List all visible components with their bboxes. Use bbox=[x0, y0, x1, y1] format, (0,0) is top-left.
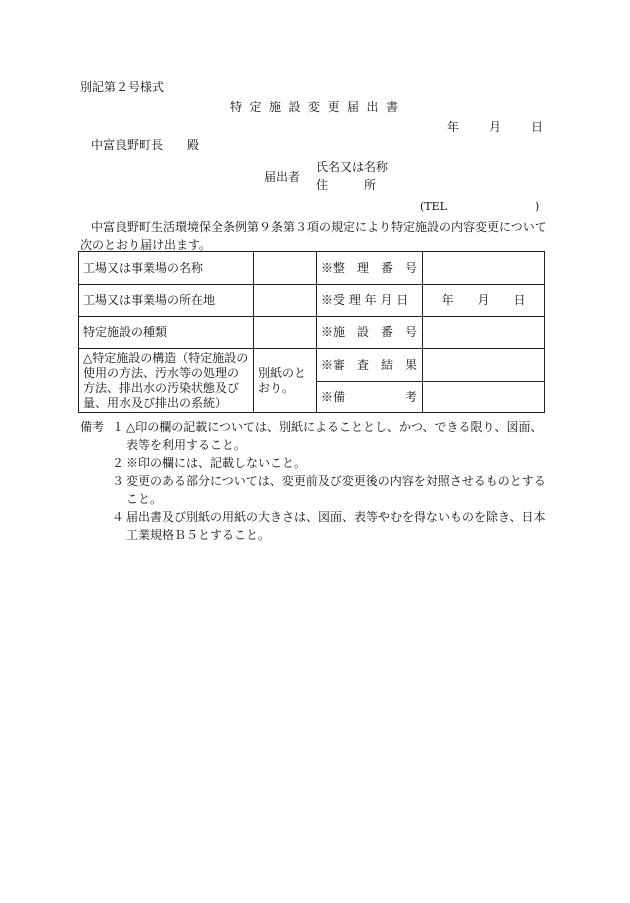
note-number: ４ bbox=[112, 510, 125, 524]
table-row bbox=[79, 317, 545, 349]
note-text: 届出書及び別紙の用紙の大きさは、図面、表等やむを得ないものを除き、日本工業規格Ｂ５とすること。 bbox=[126, 510, 546, 542]
list-item bbox=[80, 472, 550, 508]
facility-name-value[interactable] bbox=[254, 252, 317, 285]
facility-number-label: ※施 設 番 号 bbox=[317, 317, 423, 349]
facility-name-label: 工場又は事業場の名称 bbox=[79, 252, 254, 285]
review-result-label: ※審 査 結 果 bbox=[317, 349, 423, 382]
note-text: 変更のある部分については、変更前及び変更後の内容を対照させるものとすること。 bbox=[126, 474, 546, 506]
list-item bbox=[80, 508, 550, 544]
note-number: １ bbox=[112, 420, 125, 434]
details-table bbox=[78, 251, 545, 413]
note-text: △印の欄の記載については、別紙によることとし、かつ、できる限り、図面、表等を利用すること。 bbox=[126, 420, 543, 452]
body-text: 中富良野町生活環境保全条例第９条第３項の規定により特定施設の内容変更について次のとおり届け出ます。 bbox=[80, 220, 547, 252]
review-result-value[interactable] bbox=[423, 349, 545, 382]
date-month-label: 月 bbox=[489, 120, 502, 134]
addressee: 中富良野町長 殿 bbox=[91, 138, 200, 152]
facility-location-label: 工場又は事業場の所在地 bbox=[79, 285, 254, 317]
notifier-address-label: 住 所 bbox=[316, 178, 377, 192]
facility-type-value[interactable] bbox=[254, 317, 317, 349]
note-number: ２ bbox=[112, 456, 125, 470]
notifier-name-label: 氏名又は名称 bbox=[316, 160, 389, 174]
document-title: 特定施設変更届出書 bbox=[230, 100, 406, 114]
notes-heading: 備考 bbox=[80, 420, 105, 434]
date-line bbox=[447, 121, 543, 133]
reference-number-value[interactable] bbox=[423, 252, 545, 285]
note-number: ３ bbox=[112, 474, 125, 488]
form-number: 別記第２号様式 bbox=[80, 80, 165, 94]
table-row bbox=[79, 252, 545, 285]
receipt-date-value[interactable]: 年 月 日 bbox=[423, 285, 545, 317]
receipt-date-label: ※受 理 年 月 日 bbox=[317, 285, 423, 317]
facility-location-value[interactable] bbox=[254, 285, 317, 317]
facility-structure-value[interactable]: 別紙のとおり。 bbox=[254, 349, 317, 413]
reference-number-label: ※整 理 番 号 bbox=[317, 252, 423, 285]
note-text: ※印の欄には、記載しないこと。 bbox=[126, 456, 307, 470]
facility-structure-label: △特定施設の構造（特定施設の使用の方法、汚水等の処理の方法、排出水の汚染状態及び量、用水及び排出の系統） bbox=[79, 349, 254, 413]
remarks-label: ※備 考 bbox=[317, 382, 423, 413]
date-year-label: 年 bbox=[447, 120, 460, 134]
date-day-label: 日 bbox=[531, 120, 544, 134]
notifier-label: 届出者 bbox=[264, 170, 301, 184]
list-item bbox=[80, 418, 550, 454]
notes-section bbox=[80, 418, 550, 544]
facility-number-value[interactable] bbox=[423, 317, 545, 349]
table-row bbox=[79, 349, 545, 382]
facility-type-label: 特定施設の種類 bbox=[79, 317, 254, 349]
remarks-value[interactable] bbox=[423, 382, 545, 413]
table-row bbox=[79, 285, 545, 317]
telephone-field: (TEL ) bbox=[420, 200, 540, 213]
list-item bbox=[80, 454, 550, 472]
